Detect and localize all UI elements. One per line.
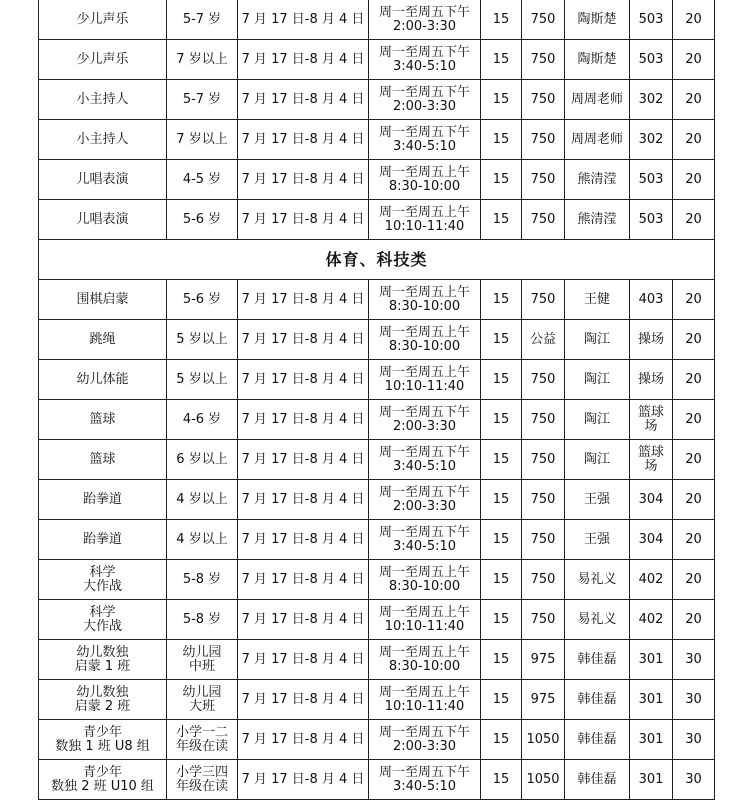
class-time-cell: 周一至周五下午 2:00-3:30 xyxy=(369,0,481,40)
course-name-cell: 儿唱表演 xyxy=(39,200,167,240)
table-row xyxy=(39,320,715,360)
room-cell: 503 xyxy=(630,160,673,200)
table-row xyxy=(39,80,715,120)
room-cell: 403 xyxy=(630,280,673,320)
table-row xyxy=(39,680,715,720)
table-row xyxy=(39,640,715,680)
course-name-cell: 科学 大作战 xyxy=(39,600,167,640)
teacher-cell: 陶斯楚 xyxy=(565,0,630,40)
teacher-cell: 韩佳磊 xyxy=(565,640,630,680)
capacity-cell: 20 xyxy=(673,40,715,80)
capacity-cell: 30 xyxy=(673,640,715,680)
class-time-cell: 周一至周五上午 8:30-10:00 xyxy=(369,560,481,600)
fee-cell: 公益 xyxy=(522,320,565,360)
class-time-cell: 周一至周五下午 2:00-3:30 xyxy=(369,720,481,760)
class-time-cell: 周一至周五下午 2:00-3:30 xyxy=(369,480,481,520)
teacher-cell: 王健 xyxy=(565,280,630,320)
date-range-cell: 7 月 17 日-8 月 4 日 xyxy=(238,280,369,320)
table-row xyxy=(39,480,715,520)
date-range-cell: 7 月 17 日-8 月 4 日 xyxy=(238,200,369,240)
room-cell: 篮球 场 xyxy=(630,400,673,440)
age-group-cell: 5-8 岁 xyxy=(167,560,238,600)
session-count-cell: 15 xyxy=(481,0,522,40)
course-name-cell: 青少年 数独 2 班 U10 组 xyxy=(39,760,167,800)
capacity-cell: 30 xyxy=(673,760,715,800)
fee-cell: 1050 xyxy=(522,720,565,760)
fee-cell: 750 xyxy=(522,80,565,120)
course-name-cell: 跳绳 xyxy=(39,320,167,360)
session-count-cell: 15 xyxy=(481,680,522,720)
date-range-cell: 7 月 17 日-8 月 4 日 xyxy=(238,0,369,40)
table-body-bottom xyxy=(39,280,715,800)
class-time-cell: 周一至周五下午 3:40-5:10 xyxy=(369,760,481,800)
date-range-cell: 7 月 17 日-8 月 4 日 xyxy=(238,320,369,360)
teacher-cell: 熊清滢 xyxy=(565,160,630,200)
date-range-cell: 7 月 17 日-8 月 4 日 xyxy=(238,120,369,160)
capacity-cell: 20 xyxy=(673,520,715,560)
session-count-cell: 15 xyxy=(481,320,522,360)
fee-cell: 750 xyxy=(522,360,565,400)
capacity-cell: 20 xyxy=(673,600,715,640)
fee-cell: 975 xyxy=(522,640,565,680)
section-row xyxy=(39,240,715,280)
date-range-cell: 7 月 17 日-8 月 4 日 xyxy=(238,40,369,80)
capacity-cell: 30 xyxy=(673,720,715,760)
room-cell: 301 xyxy=(630,640,673,680)
table-row xyxy=(39,520,715,560)
room-cell: 402 xyxy=(630,600,673,640)
room-cell: 503 xyxy=(630,40,673,80)
class-time-cell: 周一至周五下午 3:40-5:10 xyxy=(369,40,481,80)
course-name-cell: 小主持人 xyxy=(39,80,167,120)
teacher-cell: 陶江 xyxy=(565,400,630,440)
session-count-cell: 15 xyxy=(481,120,522,160)
fee-cell: 750 xyxy=(522,40,565,80)
session-count-cell: 15 xyxy=(481,160,522,200)
room-cell: 503 xyxy=(630,200,673,240)
class-time-cell: 周一至周五下午 3:40-5:10 xyxy=(369,120,481,160)
date-range-cell: 7 月 17 日-8 月 4 日 xyxy=(238,400,369,440)
room-cell: 篮球 场 xyxy=(630,440,673,480)
table-row xyxy=(39,440,715,480)
fee-cell: 750 xyxy=(522,520,565,560)
table-body-top xyxy=(39,0,715,240)
room-cell: 301 xyxy=(630,760,673,800)
date-range-cell: 7 月 17 日-8 月 4 日 xyxy=(238,640,369,680)
table-row xyxy=(39,160,715,200)
age-group-cell: 幼儿园 大班 xyxy=(167,680,238,720)
capacity-cell: 20 xyxy=(673,80,715,120)
age-group-cell: 小学三四 年级在读 xyxy=(167,760,238,800)
age-group-cell: 7 岁以上 xyxy=(167,40,238,80)
session-count-cell: 15 xyxy=(481,200,522,240)
age-group-cell: 幼儿园 中班 xyxy=(167,640,238,680)
capacity-cell: 20 xyxy=(673,200,715,240)
table-row xyxy=(39,0,715,40)
session-count-cell: 15 xyxy=(481,40,522,80)
capacity-cell: 20 xyxy=(673,0,715,40)
room-cell: 302 xyxy=(630,120,673,160)
capacity-cell: 20 xyxy=(673,560,715,600)
fee-cell: 750 xyxy=(522,600,565,640)
session-count-cell: 15 xyxy=(481,520,522,560)
session-count-cell: 15 xyxy=(481,760,522,800)
class-time-cell: 周一至周五上午 10:10-11:40 xyxy=(369,600,481,640)
room-cell: 304 xyxy=(630,520,673,560)
age-group-cell: 5-7 岁 xyxy=(167,0,238,40)
teacher-cell: 王强 xyxy=(565,520,630,560)
course-name-cell: 儿唱表演 xyxy=(39,160,167,200)
capacity-cell: 30 xyxy=(673,680,715,720)
teacher-cell: 陶江 xyxy=(565,320,630,360)
class-time-cell: 周一至周五下午 2:00-3:30 xyxy=(369,80,481,120)
age-group-cell: 5-6 岁 xyxy=(167,280,238,320)
table-row xyxy=(39,760,715,800)
session-count-cell: 15 xyxy=(481,440,522,480)
class-time-cell: 周一至周五上午 8:30-10:00 xyxy=(369,160,481,200)
age-group-cell: 4 岁以上 xyxy=(167,520,238,560)
capacity-cell: 20 xyxy=(673,440,715,480)
fee-cell: 750 xyxy=(522,480,565,520)
class-time-cell: 周一至周五上午 10:10-11:40 xyxy=(369,200,481,240)
fee-cell: 750 xyxy=(522,280,565,320)
age-group-cell: 4 岁以上 xyxy=(167,480,238,520)
table-row xyxy=(39,720,715,760)
room-cell: 304 xyxy=(630,480,673,520)
age-group-cell: 5-6 岁 xyxy=(167,200,238,240)
table-row xyxy=(39,280,715,320)
class-time-cell: 周一至周五上午 10:10-11:40 xyxy=(369,680,481,720)
session-count-cell: 15 xyxy=(481,720,522,760)
teacher-cell: 王强 xyxy=(565,480,630,520)
course-name-cell: 跆拳道 xyxy=(39,520,167,560)
class-time-cell: 周一至周五上午 10:10-11:40 xyxy=(369,360,481,400)
section-header xyxy=(39,240,715,280)
age-group-cell: 6 岁以上 xyxy=(167,440,238,480)
age-group-cell: 5 岁以上 xyxy=(167,360,238,400)
course-name-cell: 幼儿数独 启蒙 1 班 xyxy=(39,640,167,680)
fee-cell: 750 xyxy=(522,440,565,480)
capacity-cell: 20 xyxy=(673,320,715,360)
capacity-cell: 20 xyxy=(673,280,715,320)
age-group-cell: 5-8 岁 xyxy=(167,600,238,640)
course-name-cell: 篮球 xyxy=(39,440,167,480)
capacity-cell: 20 xyxy=(673,120,715,160)
class-time-cell: 周一至周五上午 8:30-10:00 xyxy=(369,640,481,680)
room-cell: 302 xyxy=(630,80,673,120)
teacher-cell: 周周老师 xyxy=(565,80,630,120)
fee-cell: 750 xyxy=(522,200,565,240)
class-time-cell: 周一至周五下午 3:40-5:10 xyxy=(369,520,481,560)
table-row xyxy=(39,360,715,400)
date-range-cell: 7 月 17 日-8 月 4 日 xyxy=(238,560,369,600)
date-range-cell: 7 月 17 日-8 月 4 日 xyxy=(238,760,369,800)
room-cell: 402 xyxy=(630,560,673,600)
teacher-cell: 陶江 xyxy=(565,360,630,400)
table-row xyxy=(39,40,715,80)
date-range-cell: 7 月 17 日-8 月 4 日 xyxy=(238,480,369,520)
session-count-cell: 15 xyxy=(481,600,522,640)
age-group-cell: 7 岁以上 xyxy=(167,120,238,160)
room-cell: 301 xyxy=(630,720,673,760)
fee-cell: 750 xyxy=(522,560,565,600)
session-count-cell: 15 xyxy=(481,80,522,120)
course-name-cell: 幼儿体能 xyxy=(39,360,167,400)
capacity-cell: 20 xyxy=(673,480,715,520)
table-row xyxy=(39,560,715,600)
date-range-cell: 7 月 17 日-8 月 4 日 xyxy=(238,440,369,480)
session-count-cell: 15 xyxy=(481,640,522,680)
date-range-cell: 7 月 17 日-8 月 4 日 xyxy=(238,600,369,640)
session-count-cell: 15 xyxy=(481,360,522,400)
capacity-cell: 20 xyxy=(673,160,715,200)
class-time-cell: 周一至周五下午 3:40-5:10 xyxy=(369,440,481,480)
table-row xyxy=(39,120,715,160)
teacher-cell: 陶斯楚 xyxy=(565,40,630,80)
age-group-cell: 5 岁以上 xyxy=(167,320,238,360)
date-range-cell: 7 月 17 日-8 月 4 日 xyxy=(238,680,369,720)
teacher-cell: 易礼义 xyxy=(565,600,630,640)
fee-cell: 750 xyxy=(522,120,565,160)
date-range-cell: 7 月 17 日-8 月 4 日 xyxy=(238,80,369,120)
teacher-cell: 易礼义 xyxy=(565,560,630,600)
age-group-cell: 小学一二 年级在读 xyxy=(167,720,238,760)
room-cell: 503 xyxy=(630,0,673,40)
fee-cell: 750 xyxy=(522,0,565,40)
date-range-cell: 7 月 17 日-8 月 4 日 xyxy=(238,160,369,200)
fee-cell: 750 xyxy=(522,400,565,440)
course-name-cell: 科学 大作战 xyxy=(39,560,167,600)
table-row xyxy=(39,400,715,440)
class-time-cell: 周一至周五下午 2:00-3:30 xyxy=(369,400,481,440)
teacher-cell: 韩佳磊 xyxy=(565,720,630,760)
teacher-cell: 陶江 xyxy=(565,440,630,480)
session-count-cell: 15 xyxy=(481,280,522,320)
age-group-cell: 4-5 岁 xyxy=(167,160,238,200)
age-group-cell: 4-6 岁 xyxy=(167,400,238,440)
room-cell: 301 xyxy=(630,680,673,720)
teacher-cell: 韩佳磊 xyxy=(565,680,630,720)
course-name-cell: 跆拳道 xyxy=(39,480,167,520)
course-name-cell: 青少年 数独 1 班 U8 组 xyxy=(39,720,167,760)
course-name-cell: 少儿声乐 xyxy=(39,40,167,80)
fee-cell: 975 xyxy=(522,680,565,720)
date-range-cell: 7 月 17 日-8 月 4 日 xyxy=(238,520,369,560)
room-cell: 操场 xyxy=(630,320,673,360)
session-count-cell: 15 xyxy=(481,560,522,600)
teacher-cell: 周周老师 xyxy=(565,120,630,160)
schedule-table xyxy=(38,0,715,800)
table-row xyxy=(39,600,715,640)
fee-cell: 750 xyxy=(522,160,565,200)
room-cell: 操场 xyxy=(630,360,673,400)
course-name-cell: 围棋启蒙 xyxy=(39,280,167,320)
teacher-cell: 韩佳磊 xyxy=(565,760,630,800)
course-name-cell: 小主持人 xyxy=(39,120,167,160)
course-name-cell: 幼儿数独 启蒙 2 班 xyxy=(39,680,167,720)
age-group-cell: 5-7 岁 xyxy=(167,80,238,120)
class-time-cell: 周一至周五上午 8:30-10:00 xyxy=(369,320,481,360)
teacher-cell: 熊清滢 xyxy=(565,200,630,240)
table-row xyxy=(39,200,715,240)
capacity-cell: 20 xyxy=(673,400,715,440)
date-range-cell: 7 月 17 日-8 月 4 日 xyxy=(238,360,369,400)
session-count-cell: 15 xyxy=(481,480,522,520)
section-title: 体育、科技类 xyxy=(39,240,715,280)
date-range-cell: 7 月 17 日-8 月 4 日 xyxy=(238,720,369,760)
session-count-cell: 15 xyxy=(481,400,522,440)
course-name-cell: 少儿声乐 xyxy=(39,0,167,40)
course-name-cell: 篮球 xyxy=(39,400,167,440)
class-time-cell: 周一至周五上午 8:30-10:00 xyxy=(369,280,481,320)
fee-cell: 1050 xyxy=(522,760,565,800)
capacity-cell: 20 xyxy=(673,360,715,400)
